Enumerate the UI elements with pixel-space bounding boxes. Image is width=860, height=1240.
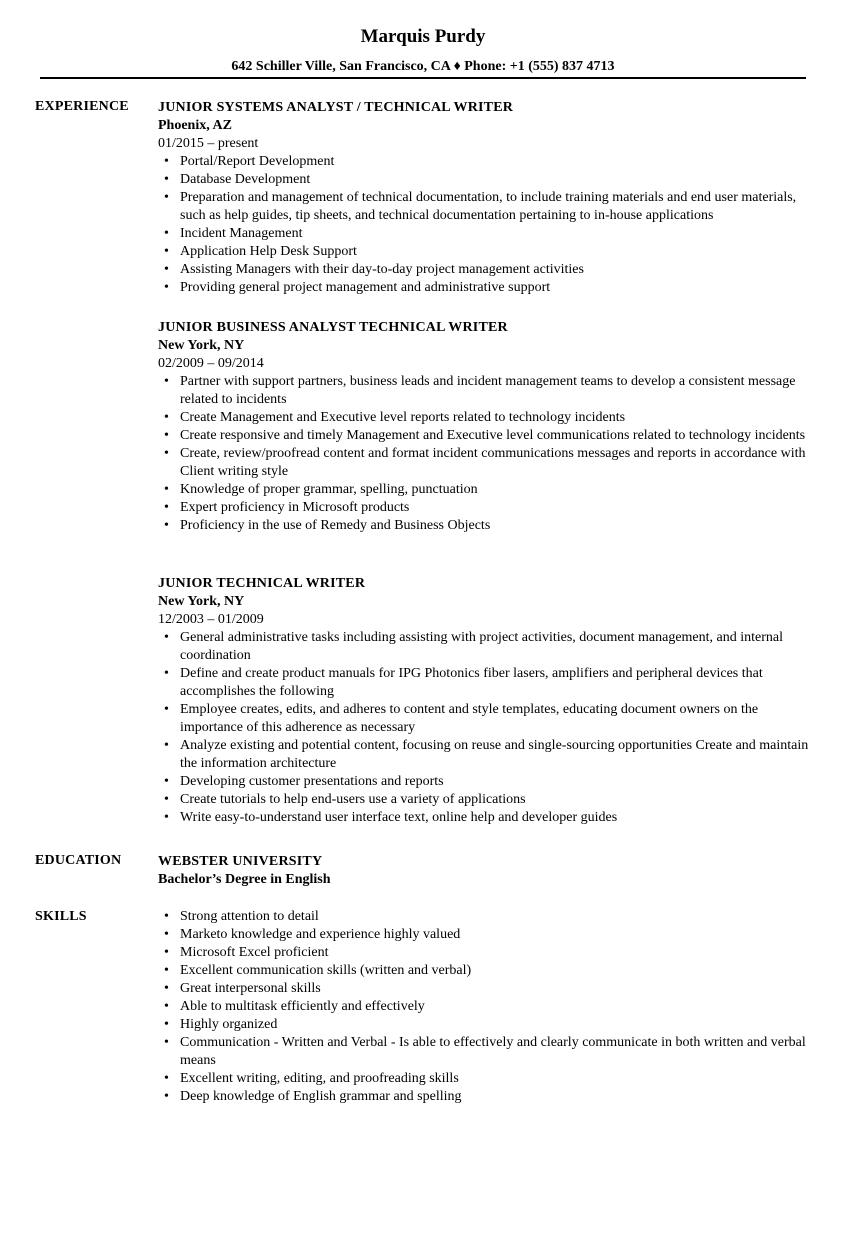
list-item: • Highly organized: [158, 1016, 818, 1034]
list-item: • Expert proficiency in Microsoft products: [158, 499, 818, 517]
job-location: Phoenix, AZ: [158, 118, 232, 133]
skills-heading: SKILLS: [35, 909, 87, 924]
list-item: • Proficiency in the use of Remedy and Business Objects: [158, 517, 818, 535]
list-item: • Application Help Desk Support: [158, 243, 818, 261]
degree: Bachelor’s Degree in English: [158, 872, 331, 887]
list-item: • Marketo knowledge and experience highly valued: [158, 926, 818, 944]
list-item: • Assisting Managers with their day-to-day project management activities: [158, 261, 818, 279]
list-item: • Preparation and management of technical documentation, to include training materials and end user materials, such as help guides, tip sheets, and technical documentation pertaining to in-house applications: [158, 189, 818, 225]
list-item: • Analyze existing and potential content, focusing on reuse and single-sourcing opportunities Create and maintain the information architecture: [158, 737, 818, 773]
list-item: • Knowledge of proper grammar, spelling, punctuation: [158, 481, 818, 499]
education-entry: [158, 853, 818, 889]
job-entry: [158, 99, 818, 297]
job-location: New York, NY: [158, 338, 245, 353]
school-name: WEBSTER UNIVERSITY: [158, 854, 323, 869]
list-item: • Define and create product manuals for IPG Photonics fiber lasers, amplifiers and peripheral devices that accomplishes the following: [158, 665, 818, 701]
list-item: • Providing general project management and administrative support: [158, 279, 818, 297]
list-item: • General administrative tasks including assisting with project activities, document management, and internal coordination: [158, 629, 818, 665]
list-item: • Portal/Report Development: [158, 153, 818, 171]
skills-list: [158, 908, 818, 1106]
list-item: • Great interpersonal skills: [158, 980, 818, 998]
job-title: JUNIOR BUSINESS ANALYST TECHNICAL WRITER: [158, 320, 508, 335]
list-item: • Deep knowledge of English grammar and spelling: [158, 1088, 818, 1106]
job-dates: 02/2009 – 09/2014: [158, 356, 264, 371]
job-bullets: [158, 629, 818, 827]
job-dates: 12/2003 – 01/2009: [158, 612, 264, 627]
list-item: • Create, review/proofread content and format incident communications messages and reports in accordance with Client writing style: [158, 445, 818, 481]
job-title: JUNIOR SYSTEMS ANALYST / TECHNICAL WRITER: [158, 100, 514, 115]
list-item: • Database Development: [158, 171, 818, 189]
skills-list-container: [158, 908, 818, 1106]
job-entry: [158, 575, 818, 827]
education-heading: EDUCATION: [35, 853, 122, 868]
list-item: • Write easy-to-understand user interface text, online help and developer guides: [158, 809, 818, 827]
list-item: • Incident Management: [158, 225, 818, 243]
list-item: • Create tutorials to help end-users use a variety of applications: [158, 791, 818, 809]
job-location: New York, NY: [158, 594, 245, 609]
list-item: • Able to multitask efficiently and effectively: [158, 998, 818, 1016]
list-item: • Communication - Written and Verbal - Is able to effectively and clearly communicate in both written and verbal means: [158, 1034, 818, 1070]
list-item: • Create responsive and timely Management and Executive level communications related to technology incidents: [158, 427, 818, 445]
list-item: • Microsoft Excel proficient: [158, 944, 818, 962]
job-title: JUNIOR TECHNICAL WRITER: [158, 576, 366, 591]
list-item: • Strong attention to detail: [158, 908, 818, 926]
experience-heading: EXPERIENCE: [35, 99, 129, 114]
contact-line: 642 Schiller Ville, San Francisco, CA ♦ Phone: +1 (555) 837 4713: [231, 59, 615, 74]
job-entry: [158, 319, 818, 535]
list-item: • Excellent communication skills (written and verbal): [158, 962, 818, 980]
list-item: • Partner with support partners, business leads and incident management teams to develop a consistent message related to incidents: [158, 373, 818, 409]
job-bullets: [158, 373, 818, 535]
list-item: • Developing customer presentations and reports: [158, 773, 818, 791]
job-dates: 01/2015 – present: [158, 136, 259, 151]
header-divider: [40, 77, 806, 79]
candidate-name: Marquis Purdy: [360, 26, 486, 47]
job-bullets: [158, 153, 818, 297]
list-item: • Create Management and Executive level reports related to technology incidents: [158, 409, 818, 427]
list-item: • Excellent writing, editing, and proofreading skills: [158, 1070, 818, 1088]
list-item: • Employee creates, edits, and adheres to content and style templates, educating document owners on the importance of this adherence as necessary: [158, 701, 818, 737]
